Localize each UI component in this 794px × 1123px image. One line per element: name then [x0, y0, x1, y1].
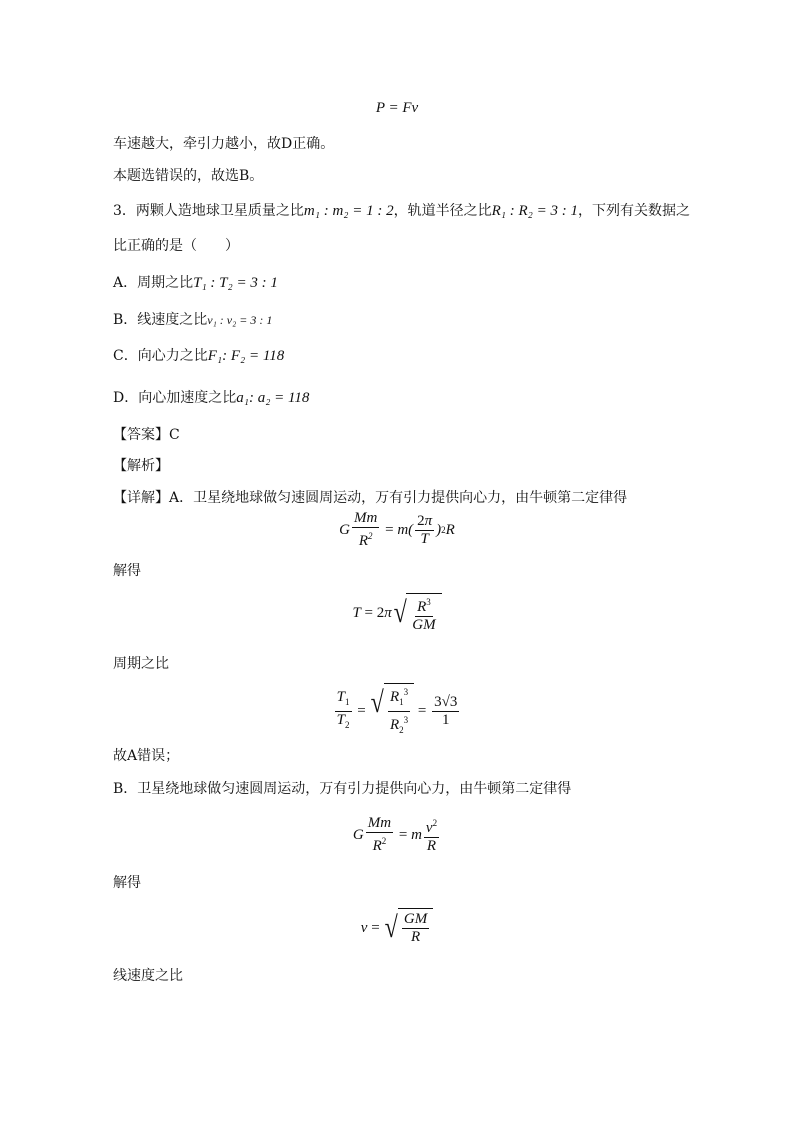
- radius-ratio: R₁ : R₂ = 3 : 1: [491, 203, 579, 219]
- detail-b-text: B．卫星绕地球做匀速圆周运动，万有引力提供向心力，由牛顿第二定律得: [113, 781, 572, 797]
- formula-gravity-period: G $\frac{Mm}{R^2}$ = m( $\frac{2\pi}{T}$ ) 2 R: [339, 510, 455, 549]
- formula-gravity-velocity: G $\frac{Mm}{R^2}$ = m $\frac{v^2}{R}$: [352, 815, 438, 854]
- question-3-line-2: 比正确的是（ ）: [113, 238, 239, 254]
- option-a: [113, 273, 278, 293]
- option-b-expr: v₁ : v₂ = 3 : 1: [207, 313, 273, 327]
- detail-a-text: 【详解】A．卫星绕地球做匀速圆周运动，万有引力提供向心力，由牛顿第二定律得: [113, 490, 628, 506]
- velocity-ratio-label: 线速度之比: [113, 968, 183, 984]
- solve-text-2: 解得: [113, 875, 141, 891]
- question-3-text-a: 3．两颗人造地球卫星质量之比: [113, 203, 304, 219]
- option-a-label: A．周期之比: [113, 275, 194, 291]
- option-b-label: B．线速度之比: [113, 312, 208, 328]
- paragraph-choose-b: 本题选错误的，故选B。: [113, 168, 264, 184]
- answer-line: 【答案】C: [113, 427, 180, 443]
- option-c-label: C．向心力之比: [113, 348, 208, 364]
- question-3-text-b: ，轨道半径之比: [393, 203, 492, 219]
- formula-p-fv: P = Fv: [375, 100, 419, 116]
- paragraph-speed-traction: 车速越大，牵引力越小，故D正确。: [113, 136, 335, 152]
- formula-velocity: v = √ $\frac{GM}{R}$: [0, 908, 794, 948]
- a-wrong-text: 故A错误；: [113, 748, 180, 764]
- formula-period-ratio: $\frac{T_1}{T_2}$ = √ $\frac{R_1^3}{R_2^3}$ = $\frac{3√3}{1}$: [0, 683, 794, 739]
- formula-period: T = 2 π √ $\frac{R^3}{GM}$: [0, 593, 794, 634]
- question-3-line-1: [113, 201, 690, 221]
- option-a-expr: T₁ : T₂ = 3 : 1: [193, 275, 278, 291]
- period-ratio-label: 周期之比: [113, 656, 169, 672]
- option-d-label: D．向心加速度之比: [113, 390, 237, 406]
- option-b: [113, 310, 272, 330]
- analysis-heading: 【解析】: [113, 458, 169, 474]
- option-c-expr: F₁: F₂ = 118: [207, 348, 285, 364]
- option-d-expr: a₁: a₂ = 118: [236, 390, 310, 406]
- solve-text-1: 解得: [113, 563, 141, 579]
- mass-ratio: m₁ : m₂ = 1 : 2: [303, 203, 394, 219]
- option-c: [113, 346, 284, 366]
- option-d: [113, 388, 309, 408]
- question-3-text-c: ，下列有关数据之: [578, 203, 691, 219]
